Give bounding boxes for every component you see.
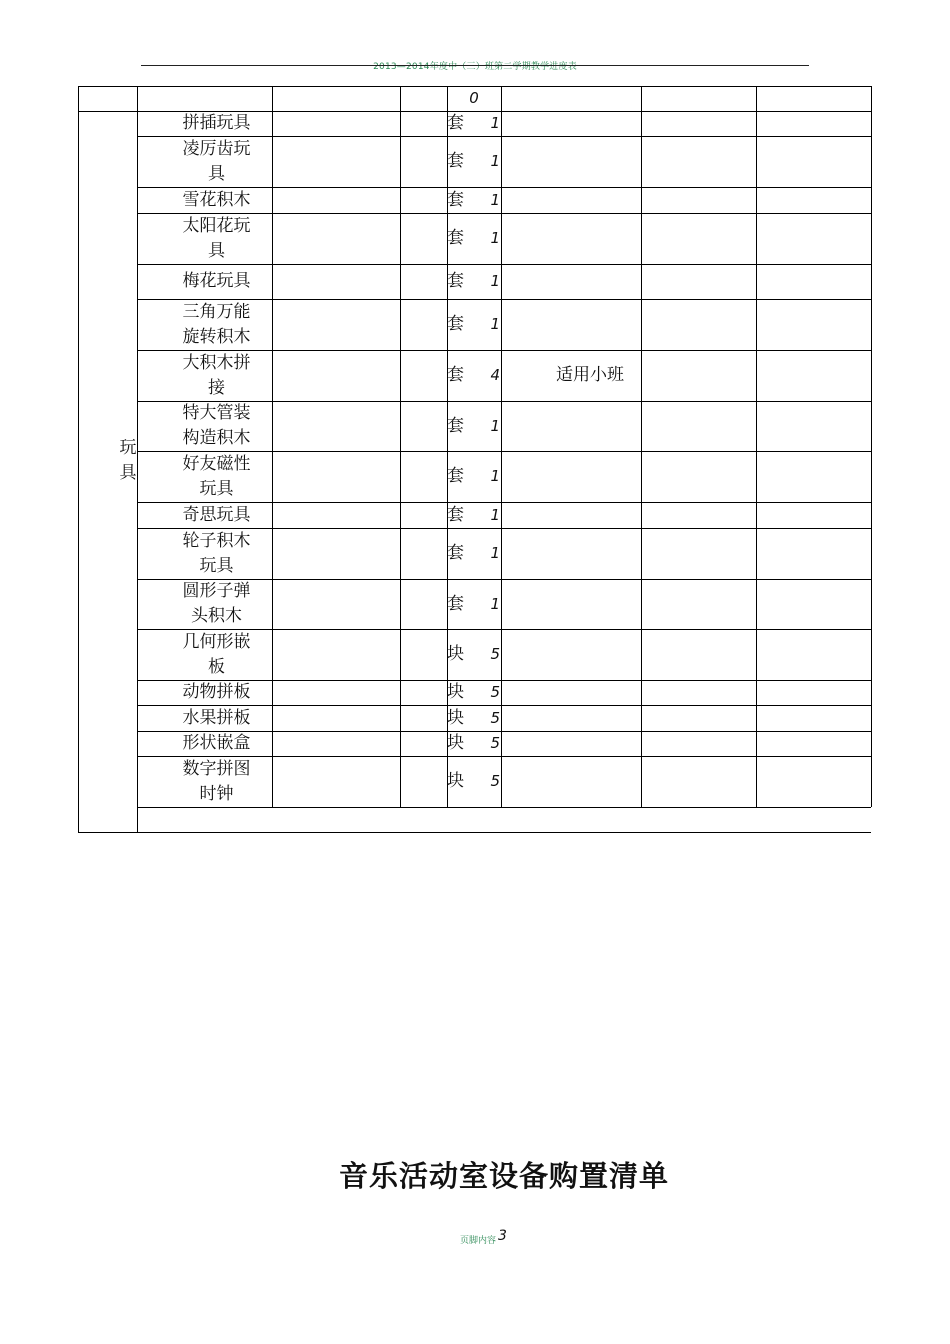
item-unit: 块 bbox=[447, 682, 464, 702]
item-note bbox=[540, 111, 640, 136]
table-rule-category-top bbox=[78, 111, 137, 112]
table-rule-bottom bbox=[78, 832, 871, 833]
item-quantity: 1 bbox=[490, 152, 500, 170]
item-name: 水果拼板 bbox=[182, 707, 251, 728]
item-unit: 套 bbox=[447, 593, 464, 614]
item-name: 雪花积木 bbox=[182, 189, 251, 210]
item-quantity: 1 bbox=[490, 190, 500, 209]
item-note bbox=[540, 705, 640, 731]
item-name: 圆形子弹 头积木 bbox=[182, 581, 251, 626]
item-unit: 套 bbox=[447, 543, 464, 563]
item-note bbox=[540, 629, 640, 680]
item-unit: 套 bbox=[447, 151, 464, 171]
item-unit: 块 bbox=[447, 733, 464, 753]
item-unit: 套 bbox=[447, 504, 464, 525]
header-title: 2013—2014年度中（三）班第二学期教学进度表 bbox=[373, 62, 577, 72]
page-number: 3 bbox=[498, 1228, 507, 1244]
item-quantity: 1 bbox=[490, 416, 500, 435]
table-col-rule bbox=[641, 86, 642, 807]
header-rule bbox=[141, 65, 809, 66]
item-name: 梅花玩具 bbox=[182, 271, 251, 291]
section-title: 音乐活动室设备购置清单 bbox=[338, 1159, 669, 1193]
top-row-value: 0 bbox=[469, 89, 479, 107]
table-col-rule bbox=[871, 86, 872, 807]
item-quantity: 5 bbox=[490, 772, 500, 790]
item-quantity: 5 bbox=[490, 683, 500, 701]
item-quantity: 1 bbox=[490, 544, 500, 562]
item-unit: 块 bbox=[447, 644, 464, 664]
item-note bbox=[540, 731, 640, 756]
item-unit: 套 bbox=[447, 271, 464, 291]
item-note bbox=[540, 680, 640, 705]
item-unit: 套 bbox=[447, 228, 464, 248]
item-quantity: 1 bbox=[490, 594, 500, 613]
item-quantity: 1 bbox=[490, 272, 500, 290]
item-quantity: 1 bbox=[490, 315, 500, 333]
item-name: 大积木拼 接 bbox=[182, 352, 251, 398]
item-name: 三角万能 旋转积木 bbox=[182, 301, 251, 347]
item-quantity: 5 bbox=[490, 645, 500, 663]
item-name: 特大管装 构造积木 bbox=[182, 403, 251, 448]
item-quantity: 1 bbox=[490, 229, 500, 247]
item-unit: 套 bbox=[447, 314, 464, 334]
item-unit: 套 bbox=[447, 113, 464, 133]
item-note bbox=[540, 451, 640, 502]
item-quantity: 4 bbox=[490, 366, 500, 384]
table-col-rule bbox=[400, 86, 401, 807]
item-quantity: 1 bbox=[490, 114, 500, 132]
item-unit: 套 bbox=[447, 365, 464, 385]
item-note bbox=[540, 401, 640, 451]
table-col-rule bbox=[272, 86, 273, 807]
item-note bbox=[540, 502, 640, 528]
item-quantity: 5 bbox=[490, 734, 500, 752]
item-name: 凌厉齿玩 具 bbox=[182, 138, 251, 184]
category-label: 玩 具 bbox=[119, 438, 137, 483]
item-note bbox=[540, 136, 640, 187]
item-note bbox=[540, 756, 640, 807]
item-quantity: 1 bbox=[490, 505, 500, 524]
item-note bbox=[540, 299, 640, 350]
item-unit: 套 bbox=[447, 415, 464, 436]
item-unit: 块 bbox=[447, 707, 464, 728]
item-name: 太阳花玩 具 bbox=[182, 215, 251, 261]
item-quantity: 1 bbox=[490, 467, 500, 485]
item-note bbox=[540, 213, 640, 264]
table-row-rule bbox=[137, 807, 871, 808]
item-note bbox=[540, 187, 640, 213]
item-unit: 块 bbox=[447, 771, 464, 791]
item-name: 几何形嵌 板 bbox=[182, 631, 251, 677]
item-unit: 套 bbox=[447, 466, 464, 486]
item-quantity: 5 bbox=[490, 708, 500, 727]
table-rule-top bbox=[78, 86, 871, 87]
item-name: 形状嵌盒 bbox=[182, 733, 251, 753]
item-note: 适用小班 bbox=[556, 365, 624, 385]
item-name: 数字拼图 时钟 bbox=[182, 758, 251, 804]
table-col-rule bbox=[501, 86, 502, 807]
table-col-rule bbox=[756, 86, 757, 807]
item-note bbox=[540, 264, 640, 299]
item-unit: 套 bbox=[447, 189, 464, 210]
footer-label: 页脚内容 bbox=[460, 1236, 497, 1246]
table-col-rule-category bbox=[137, 86, 138, 833]
item-note bbox=[540, 579, 640, 629]
item-name: 好友磁性 玩具 bbox=[182, 453, 251, 499]
item-note bbox=[540, 528, 640, 579]
table-col-rule-outer-left bbox=[78, 86, 79, 833]
item-name: 奇思玩具 bbox=[182, 504, 251, 525]
item-name: 动物拼板 bbox=[182, 682, 251, 702]
item-name: 拼插玩具 bbox=[182, 113, 251, 133]
item-name: 轮子积木 玩具 bbox=[182, 530, 251, 576]
